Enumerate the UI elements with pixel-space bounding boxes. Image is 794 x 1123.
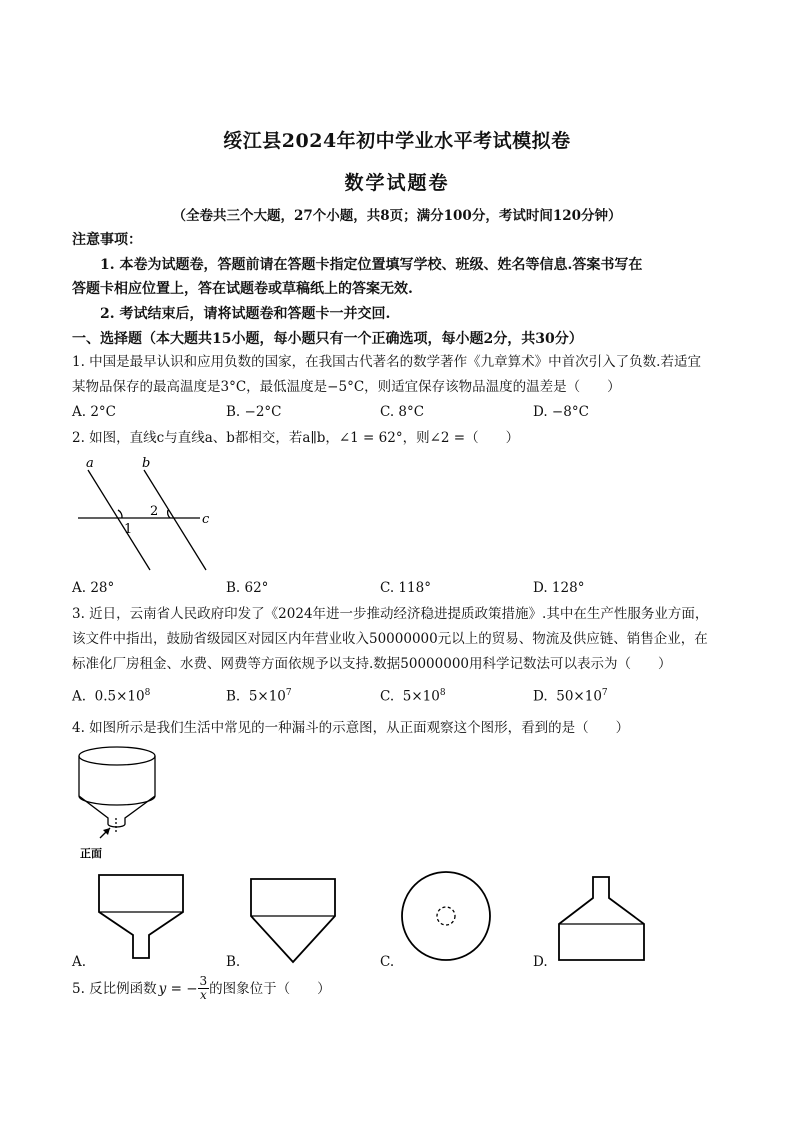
notes-item1-line1: 1. 本卷为试题卷，答题前请在答题卡指定位置填写学校、班级、姓名等信息.答案书写在 — [100, 257, 643, 273]
q1-option-d: D. −8°C — [533, 404, 589, 420]
label-angle2: 2 — [150, 504, 159, 519]
q5-fraction — [198, 975, 210, 1002]
q4-option-b-figure — [248, 876, 348, 966]
section1-heading: 一、选择题（本大题共15小题，每小题只有一个正确选项，每小题2分，共30分） — [72, 331, 583, 347]
q4-option-a-figure — [96, 870, 196, 960]
q3-option-a-coef: 0.5×10 — [94, 688, 145, 705]
q4-option-a: A. — [72, 954, 87, 970]
q3-option-d — [533, 688, 608, 705]
q3-option-d-coef: 50×10 — [556, 688, 602, 705]
q5-lhs: y = − — [158, 980, 198, 997]
q3-option-c-label: C. — [380, 688, 395, 705]
option-b-shape — [251, 879, 335, 962]
exam-info: （全卷共三个大题，27个小题，共8页；满分100分，考试时间120分钟） — [172, 208, 622, 224]
q1-option-b: B. −2°C — [226, 404, 282, 420]
notes-item2: 2. 考试结束后，请将试题卷和答题卡一并交回. — [100, 306, 391, 322]
label-c: c — [202, 512, 210, 527]
q1-option-a: A. 2°C — [72, 404, 117, 420]
q5-numerator: 3 — [199, 974, 208, 988]
q3-option-c — [380, 688, 446, 705]
q3-option-d-exp: 7 — [601, 688, 608, 698]
option-c-outer-circle — [402, 872, 490, 960]
q4-stem: 4. 如图所示是我们生活中常见的一种漏斗的示意图，从正面观察这个图形，看到的是（ ） — [72, 720, 630, 736]
q3-line2: 该文件中指出，鼓励省级园区对园区内年营业收入50000000元以上的贸易、物流及供应链、销售企业，在 — [72, 631, 708, 647]
q3-line3: 标准化厂房租金、水费、网费等方面依规予以支持.数据50000000用科学记数法可以表示为（ ） — [72, 656, 672, 672]
q1-option-c: C. 8°C — [380, 404, 425, 420]
q3-option-d-label: D. — [533, 688, 548, 705]
q5-prefix: 5. 反比例函数 — [72, 980, 157, 997]
front-label: 正面 — [80, 847, 102, 860]
q3-option-c-exp: 8 — [439, 688, 446, 698]
label-a: a — [86, 456, 94, 471]
angle1-arc — [118, 510, 122, 518]
q5-denominator: x — [199, 988, 207, 1002]
q1-line2: 某物品保存的最高温度是3°C，最低温度是−5°C，则适宜保存该物品温度的温差是（ ） — [72, 379, 621, 395]
q2-option-d: D. 128° — [533, 580, 585, 596]
line-b — [144, 470, 206, 570]
q3-option-c-coef: 5×10 — [402, 688, 440, 705]
funnel-3d-figure — [72, 742, 192, 867]
line-a — [88, 470, 150, 570]
q2-option-b: B. 62° — [226, 580, 269, 596]
q2-parallel-lines-figure — [72, 452, 222, 572]
exam-subtitle: 数学试题卷 — [344, 172, 450, 194]
notes-item1-line2: 答题卡相应位置上，答在试题卷或草稿纸上的答案无效. — [72, 281, 413, 297]
notes-heading: 注意事项： — [72, 232, 142, 248]
label-b: b — [142, 456, 151, 471]
q4-option-c-figure — [400, 870, 500, 970]
option-a-shape — [99, 875, 183, 958]
q3-option-a-exp: 8 — [144, 688, 151, 698]
q2-stem: 2. 如图，直线c与直线a、b都相交，若a∥b，∠1 = 62°，则∠2 =（ ） — [72, 430, 520, 446]
q3-option-b-label: B. — [226, 688, 241, 705]
q2-option-c: C. 118° — [380, 580, 431, 596]
q3-option-b-coef: 5×10 — [248, 688, 286, 705]
q5-suffix: 的图象位于（ ） — [209, 980, 331, 997]
q3-option-b-exp: 7 — [285, 688, 292, 698]
q3-option-a-label: A. — [72, 688, 87, 705]
exam-title: 绥江县2024年初中学业水平考试模拟卷 — [223, 130, 571, 152]
q3-line1: 3. 近日，云南省人民政府印发了《2024年进一步推动经济稳进提质政策措施》.其中在生产性服务业方面， — [72, 606, 709, 622]
q2-option-a: A. 28° — [72, 580, 115, 596]
q5-stem — [72, 975, 331, 1002]
label-angle1: 1 — [124, 522, 133, 537]
q3-option-b — [226, 688, 292, 705]
q4-option-d-figure — [554, 876, 654, 966]
q1-line1: 1. 中国是最早认识和应用负数的国家，在我国古代著名的数学著作《九章算术》中首次引入了负数.若适宜 — [72, 354, 701, 370]
q3-option-a — [72, 688, 150, 705]
funnel-top-rim — [79, 747, 155, 765]
q4-option-b: B. — [226, 954, 241, 970]
q4-option-d: D. — [533, 954, 548, 970]
q4-option-c: C. — [380, 954, 395, 970]
option-d-shape — [559, 877, 644, 960]
